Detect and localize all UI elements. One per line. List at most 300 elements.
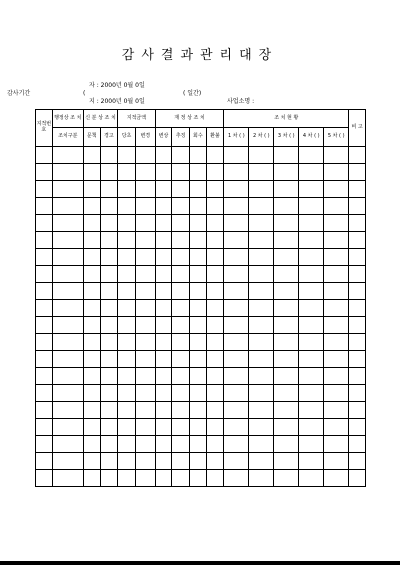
ledger-cell[interactable] — [100, 368, 118, 385]
ledger-cell[interactable] — [249, 436, 274, 453]
ledger-cell[interactable] — [299, 470, 324, 487]
ledger-cell[interactable] — [100, 198, 118, 215]
ledger-cell[interactable] — [36, 215, 53, 232]
ledger-cell[interactable] — [83, 232, 100, 249]
ledger-cell[interactable] — [324, 181, 349, 198]
ledger-cell[interactable] — [172, 147, 190, 164]
ledger-cell[interactable] — [155, 300, 172, 317]
ledger-cell[interactable] — [274, 283, 299, 300]
ledger-cell[interactable] — [224, 470, 249, 487]
ledger-cell[interactable] — [324, 215, 349, 232]
ledger-cell[interactable] — [224, 300, 249, 317]
ledger-cell[interactable] — [249, 266, 274, 283]
ledger-cell[interactable] — [249, 453, 274, 470]
ledger-cell[interactable] — [349, 402, 366, 419]
ledger-cell[interactable] — [172, 317, 190, 334]
ledger-cell[interactable] — [249, 470, 274, 487]
ledger-cell[interactable] — [274, 334, 299, 351]
ledger-cell[interactable] — [206, 266, 224, 283]
ledger-cell[interactable] — [206, 181, 224, 198]
ledger-cell[interactable] — [135, 215, 155, 232]
ledger-cell[interactable] — [118, 215, 136, 232]
ledger-cell[interactable] — [299, 317, 324, 334]
ledger-cell[interactable] — [83, 368, 100, 385]
ledger-cell[interactable] — [36, 453, 53, 470]
ledger-cell[interactable] — [324, 198, 349, 215]
ledger-cell[interactable] — [249, 198, 274, 215]
ledger-cell[interactable] — [274, 453, 299, 470]
ledger-cell[interactable] — [224, 402, 249, 419]
ledger-cell[interactable] — [190, 385, 207, 402]
ledger-cell[interactable] — [52, 232, 83, 249]
ledger-cell[interactable] — [172, 470, 190, 487]
ledger-cell[interactable] — [172, 334, 190, 351]
ledger-cell[interactable] — [206, 283, 224, 300]
ledger-cell[interactable] — [135, 300, 155, 317]
ledger-cell[interactable] — [190, 453, 207, 470]
ledger-cell[interactable] — [274, 300, 299, 317]
ledger-cell[interactable] — [100, 317, 118, 334]
ledger-cell[interactable] — [274, 470, 299, 487]
ledger-cell[interactable] — [349, 181, 366, 198]
ledger-cell[interactable] — [52, 181, 83, 198]
ledger-cell[interactable] — [274, 215, 299, 232]
ledger-cell[interactable] — [118, 385, 136, 402]
ledger-cell[interactable] — [52, 300, 83, 317]
ledger-cell[interactable] — [83, 402, 100, 419]
ledger-cell[interactable] — [206, 402, 224, 419]
ledger-cell[interactable] — [324, 419, 349, 436]
ledger-cell[interactable] — [274, 436, 299, 453]
ledger-cell[interactable] — [206, 249, 224, 266]
ledger-cell[interactable] — [36, 300, 53, 317]
ledger-cell[interactable] — [100, 334, 118, 351]
ledger-cell[interactable] — [299, 351, 324, 368]
ledger-cell[interactable] — [299, 266, 324, 283]
ledger-cell[interactable] — [299, 436, 324, 453]
ledger-cell[interactable] — [155, 198, 172, 215]
ledger-cell[interactable] — [118, 164, 136, 181]
ledger-cell[interactable] — [349, 300, 366, 317]
ledger-cell[interactable] — [135, 164, 155, 181]
ledger-cell[interactable] — [83, 351, 100, 368]
ledger-cell[interactable] — [118, 317, 136, 334]
ledger-cell[interactable] — [324, 249, 349, 266]
ledger-cell[interactable] — [52, 317, 83, 334]
ledger-cell[interactable] — [83, 147, 100, 164]
ledger-cell[interactable] — [249, 368, 274, 385]
ledger-cell[interactable] — [135, 419, 155, 436]
ledger-cell[interactable] — [36, 351, 53, 368]
ledger-cell[interactable] — [224, 419, 249, 436]
ledger-cell[interactable] — [274, 198, 299, 215]
ledger-cell[interactable] — [190, 232, 207, 249]
ledger-cell[interactable] — [224, 232, 249, 249]
ledger-cell[interactable] — [100, 164, 118, 181]
ledger-cell[interactable] — [249, 402, 274, 419]
ledger-cell[interactable] — [299, 232, 324, 249]
ledger-cell[interactable] — [83, 300, 100, 317]
ledger-cell[interactable] — [52, 249, 83, 266]
ledger-cell[interactable] — [52, 385, 83, 402]
ledger-cell[interactable] — [299, 419, 324, 436]
ledger-cell[interactable] — [155, 419, 172, 436]
ledger-cell[interactable] — [349, 385, 366, 402]
ledger-cell[interactable] — [155, 181, 172, 198]
ledger-cell[interactable] — [190, 300, 207, 317]
ledger-cell[interactable] — [190, 436, 207, 453]
ledger-cell[interactable] — [206, 317, 224, 334]
ledger-cell[interactable] — [83, 470, 100, 487]
ledger-cell[interactable] — [206, 419, 224, 436]
ledger-cell[interactable] — [224, 198, 249, 215]
ledger-cell[interactable] — [100, 215, 118, 232]
ledger-cell[interactable] — [249, 351, 274, 368]
ledger-cell[interactable] — [206, 385, 224, 402]
ledger-cell[interactable] — [206, 164, 224, 181]
ledger-cell[interactable] — [224, 436, 249, 453]
ledger-cell[interactable] — [190, 215, 207, 232]
ledger-cell[interactable] — [324, 232, 349, 249]
ledger-cell[interactable] — [190, 147, 207, 164]
ledger-cell[interactable] — [224, 317, 249, 334]
ledger-cell[interactable] — [52, 470, 83, 487]
ledger-cell[interactable] — [52, 147, 83, 164]
ledger-cell[interactable] — [206, 198, 224, 215]
ledger-cell[interactable] — [172, 351, 190, 368]
ledger-cell[interactable] — [224, 351, 249, 368]
ledger-cell[interactable] — [349, 147, 366, 164]
ledger-cell[interactable] — [299, 300, 324, 317]
ledger-cell[interactable] — [249, 232, 274, 249]
ledger-cell[interactable] — [349, 334, 366, 351]
ledger-cell[interactable] — [155, 436, 172, 453]
ledger-cell[interactable] — [274, 164, 299, 181]
ledger-cell[interactable] — [349, 351, 366, 368]
ledger-cell[interactable] — [206, 351, 224, 368]
ledger-cell[interactable] — [274, 385, 299, 402]
ledger-cell[interactable] — [118, 453, 136, 470]
ledger-cell[interactable] — [100, 266, 118, 283]
ledger-cell[interactable] — [324, 300, 349, 317]
ledger-cell[interactable] — [36, 419, 53, 436]
ledger-cell[interactable] — [299, 453, 324, 470]
ledger-cell[interactable] — [36, 368, 53, 385]
ledger-cell[interactable] — [172, 283, 190, 300]
ledger-cell[interactable] — [52, 215, 83, 232]
ledger-cell[interactable] — [206, 470, 224, 487]
ledger-cell[interactable] — [190, 249, 207, 266]
ledger-cell[interactable] — [349, 232, 366, 249]
ledger-cell[interactable] — [299, 402, 324, 419]
ledger-cell[interactable] — [274, 368, 299, 385]
ledger-cell[interactable] — [206, 436, 224, 453]
ledger-cell[interactable] — [36, 402, 53, 419]
ledger-cell[interactable] — [155, 283, 172, 300]
ledger-cell[interactable] — [135, 368, 155, 385]
ledger-cell[interactable] — [100, 402, 118, 419]
ledger-cell[interactable] — [349, 266, 366, 283]
ledger-cell[interactable] — [299, 249, 324, 266]
ledger-cell[interactable] — [224, 215, 249, 232]
ledger-cell[interactable] — [135, 232, 155, 249]
ledger-cell[interactable] — [349, 198, 366, 215]
ledger-cell[interactable] — [36, 470, 53, 487]
ledger-cell[interactable] — [190, 368, 207, 385]
ledger-cell[interactable] — [83, 181, 100, 198]
ledger-cell[interactable] — [36, 436, 53, 453]
ledger-cell[interactable] — [83, 317, 100, 334]
ledger-cell[interactable] — [36, 164, 53, 181]
ledger-cell[interactable] — [155, 164, 172, 181]
ledger-cell[interactable] — [52, 368, 83, 385]
ledger-cell[interactable] — [190, 402, 207, 419]
ledger-cell[interactable] — [52, 402, 83, 419]
ledger-cell[interactable] — [36, 334, 53, 351]
ledger-cell[interactable] — [155, 249, 172, 266]
ledger-cell[interactable] — [172, 266, 190, 283]
ledger-cell[interactable] — [249, 317, 274, 334]
ledger-cell[interactable] — [190, 334, 207, 351]
ledger-cell[interactable] — [135, 436, 155, 453]
ledger-cell[interactable] — [324, 147, 349, 164]
ledger-cell[interactable] — [274, 419, 299, 436]
ledger-cell[interactable] — [249, 300, 274, 317]
ledger-cell[interactable] — [274, 249, 299, 266]
ledger-cell[interactable] — [172, 198, 190, 215]
ledger-cell[interactable] — [249, 419, 274, 436]
ledger-cell[interactable] — [135, 334, 155, 351]
ledger-cell[interactable] — [118, 198, 136, 215]
ledger-cell[interactable] — [100, 453, 118, 470]
ledger-cell[interactable] — [224, 164, 249, 181]
ledger-cell[interactable] — [155, 266, 172, 283]
ledger-cell[interactable] — [118, 249, 136, 266]
ledger-cell[interactable] — [172, 436, 190, 453]
ledger-cell[interactable] — [135, 317, 155, 334]
ledger-cell[interactable] — [172, 181, 190, 198]
ledger-cell[interactable] — [224, 368, 249, 385]
ledger-cell[interactable] — [83, 385, 100, 402]
ledger-cell[interactable] — [100, 351, 118, 368]
ledger-cell[interactable] — [172, 419, 190, 436]
ledger-cell[interactable] — [299, 385, 324, 402]
ledger-cell[interactable] — [172, 300, 190, 317]
ledger-cell[interactable] — [100, 436, 118, 453]
ledger-cell[interactable] — [135, 470, 155, 487]
ledger-cell[interactable] — [155, 317, 172, 334]
ledger-cell[interactable] — [155, 470, 172, 487]
ledger-cell[interactable] — [206, 147, 224, 164]
ledger-cell[interactable] — [249, 181, 274, 198]
ledger-cell[interactable] — [100, 419, 118, 436]
ledger-cell[interactable] — [83, 249, 100, 266]
ledger-cell[interactable] — [299, 181, 324, 198]
ledger-cell[interactable] — [299, 198, 324, 215]
ledger-cell[interactable] — [349, 470, 366, 487]
ledger-cell[interactable] — [52, 453, 83, 470]
ledger-cell[interactable] — [100, 470, 118, 487]
ledger-cell[interactable] — [249, 164, 274, 181]
ledger-cell[interactable] — [83, 419, 100, 436]
ledger-cell[interactable] — [83, 215, 100, 232]
ledger-cell[interactable] — [299, 283, 324, 300]
ledger-cell[interactable] — [190, 470, 207, 487]
ledger-cell[interactable] — [100, 181, 118, 198]
ledger-cell[interactable] — [36, 232, 53, 249]
ledger-cell[interactable] — [299, 215, 324, 232]
ledger-cell[interactable] — [349, 283, 366, 300]
ledger-cell[interactable] — [52, 351, 83, 368]
ledger-cell[interactable] — [52, 266, 83, 283]
ledger-cell[interactable] — [100, 385, 118, 402]
ledger-cell[interactable] — [190, 198, 207, 215]
ledger-cell[interactable] — [52, 164, 83, 181]
ledger-cell[interactable] — [224, 385, 249, 402]
ledger-cell[interactable] — [274, 317, 299, 334]
ledger-cell[interactable] — [224, 283, 249, 300]
ledger-cell[interactable] — [274, 147, 299, 164]
ledger-cell[interactable] — [155, 368, 172, 385]
ledger-cell[interactable] — [206, 334, 224, 351]
ledger-cell[interactable] — [324, 368, 349, 385]
ledger-cell[interactable] — [299, 147, 324, 164]
ledger-cell[interactable] — [52, 419, 83, 436]
ledger-cell[interactable] — [299, 368, 324, 385]
ledger-cell[interactable] — [224, 181, 249, 198]
ledger-cell[interactable] — [274, 402, 299, 419]
ledger-cell[interactable] — [52, 436, 83, 453]
ledger-cell[interactable] — [135, 198, 155, 215]
ledger-cell[interactable] — [118, 283, 136, 300]
ledger-cell[interactable] — [190, 317, 207, 334]
ledger-cell[interactable] — [249, 147, 274, 164]
ledger-cell[interactable] — [118, 470, 136, 487]
ledger-cell[interactable] — [206, 232, 224, 249]
ledger-cell[interactable] — [324, 402, 349, 419]
ledger-cell[interactable] — [83, 164, 100, 181]
ledger-cell[interactable] — [324, 385, 349, 402]
ledger-cell[interactable] — [135, 402, 155, 419]
ledger-cell[interactable] — [274, 232, 299, 249]
ledger-cell[interactable] — [224, 334, 249, 351]
ledger-cell[interactable] — [100, 249, 118, 266]
ledger-cell[interactable] — [249, 249, 274, 266]
ledger-cell[interactable] — [135, 181, 155, 198]
ledger-cell[interactable] — [36, 385, 53, 402]
ledger-cell[interactable] — [349, 215, 366, 232]
ledger-cell[interactable] — [36, 198, 53, 215]
ledger-cell[interactable] — [36, 147, 53, 164]
ledger-cell[interactable] — [100, 147, 118, 164]
ledger-cell[interactable] — [190, 266, 207, 283]
ledger-cell[interactable] — [135, 283, 155, 300]
ledger-cell[interactable] — [224, 249, 249, 266]
ledger-cell[interactable] — [190, 283, 207, 300]
ledger-cell[interactable] — [224, 453, 249, 470]
ledger-cell[interactable] — [100, 283, 118, 300]
ledger-cell[interactable] — [349, 436, 366, 453]
ledger-cell[interactable] — [172, 453, 190, 470]
ledger-cell[interactable] — [155, 334, 172, 351]
ledger-cell[interactable] — [135, 147, 155, 164]
ledger-cell[interactable] — [349, 249, 366, 266]
ledger-cell[interactable] — [135, 266, 155, 283]
ledger-cell[interactable] — [274, 181, 299, 198]
ledger-cell[interactable] — [100, 300, 118, 317]
ledger-cell[interactable] — [135, 249, 155, 266]
ledger-cell[interactable] — [349, 164, 366, 181]
ledger-cell[interactable] — [52, 283, 83, 300]
ledger-cell[interactable] — [349, 419, 366, 436]
ledger-cell[interactable] — [190, 419, 207, 436]
ledger-cell[interactable] — [324, 334, 349, 351]
ledger-cell[interactable] — [172, 232, 190, 249]
ledger-cell[interactable] — [190, 351, 207, 368]
ledger-cell[interactable] — [36, 266, 53, 283]
ledger-cell[interactable] — [224, 147, 249, 164]
ledger-cell[interactable] — [118, 351, 136, 368]
ledger-cell[interactable] — [274, 351, 299, 368]
ledger-cell[interactable] — [83, 453, 100, 470]
ledger-cell[interactable] — [324, 351, 349, 368]
ledger-cell[interactable] — [118, 300, 136, 317]
ledger-cell[interactable] — [324, 436, 349, 453]
ledger-cell[interactable] — [155, 147, 172, 164]
ledger-cell[interactable] — [190, 164, 207, 181]
ledger-cell[interactable] — [206, 215, 224, 232]
ledger-cell[interactable] — [155, 351, 172, 368]
ledger-cell[interactable] — [135, 385, 155, 402]
ledger-cell[interactable] — [135, 351, 155, 368]
ledger-cell[interactable] — [118, 419, 136, 436]
ledger-cell[interactable] — [118, 436, 136, 453]
ledger-cell[interactable] — [249, 215, 274, 232]
ledger-cell[interactable] — [274, 266, 299, 283]
ledger-cell[interactable] — [172, 249, 190, 266]
ledger-cell[interactable] — [118, 232, 136, 249]
ledger-cell[interactable] — [249, 283, 274, 300]
ledger-cell[interactable] — [349, 317, 366, 334]
ledger-cell[interactable] — [349, 453, 366, 470]
ledger-cell[interactable] — [83, 334, 100, 351]
ledger-cell[interactable] — [118, 334, 136, 351]
ledger-cell[interactable] — [118, 147, 136, 164]
ledger-cell[interactable] — [324, 470, 349, 487]
ledger-cell[interactable] — [83, 266, 100, 283]
ledger-cell[interactable] — [324, 317, 349, 334]
ledger-cell[interactable] — [83, 436, 100, 453]
ledger-cell[interactable] — [155, 215, 172, 232]
ledger-cell[interactable] — [52, 198, 83, 215]
ledger-cell[interactable] — [249, 385, 274, 402]
ledger-cell[interactable] — [206, 300, 224, 317]
ledger-cell[interactable] — [155, 385, 172, 402]
ledger-cell[interactable] — [190, 181, 207, 198]
ledger-cell[interactable] — [324, 164, 349, 181]
ledger-cell[interactable] — [299, 334, 324, 351]
ledger-cell[interactable] — [36, 283, 53, 300]
ledger-cell[interactable] — [83, 283, 100, 300]
ledger-cell[interactable] — [172, 368, 190, 385]
ledger-cell[interactable] — [118, 402, 136, 419]
ledger-cell[interactable] — [299, 164, 324, 181]
ledger-cell[interactable] — [118, 181, 136, 198]
ledger-cell[interactable] — [118, 368, 136, 385]
ledger-cell[interactable] — [36, 317, 53, 334]
ledger-cell[interactable] — [172, 164, 190, 181]
ledger-cell[interactable] — [349, 368, 366, 385]
